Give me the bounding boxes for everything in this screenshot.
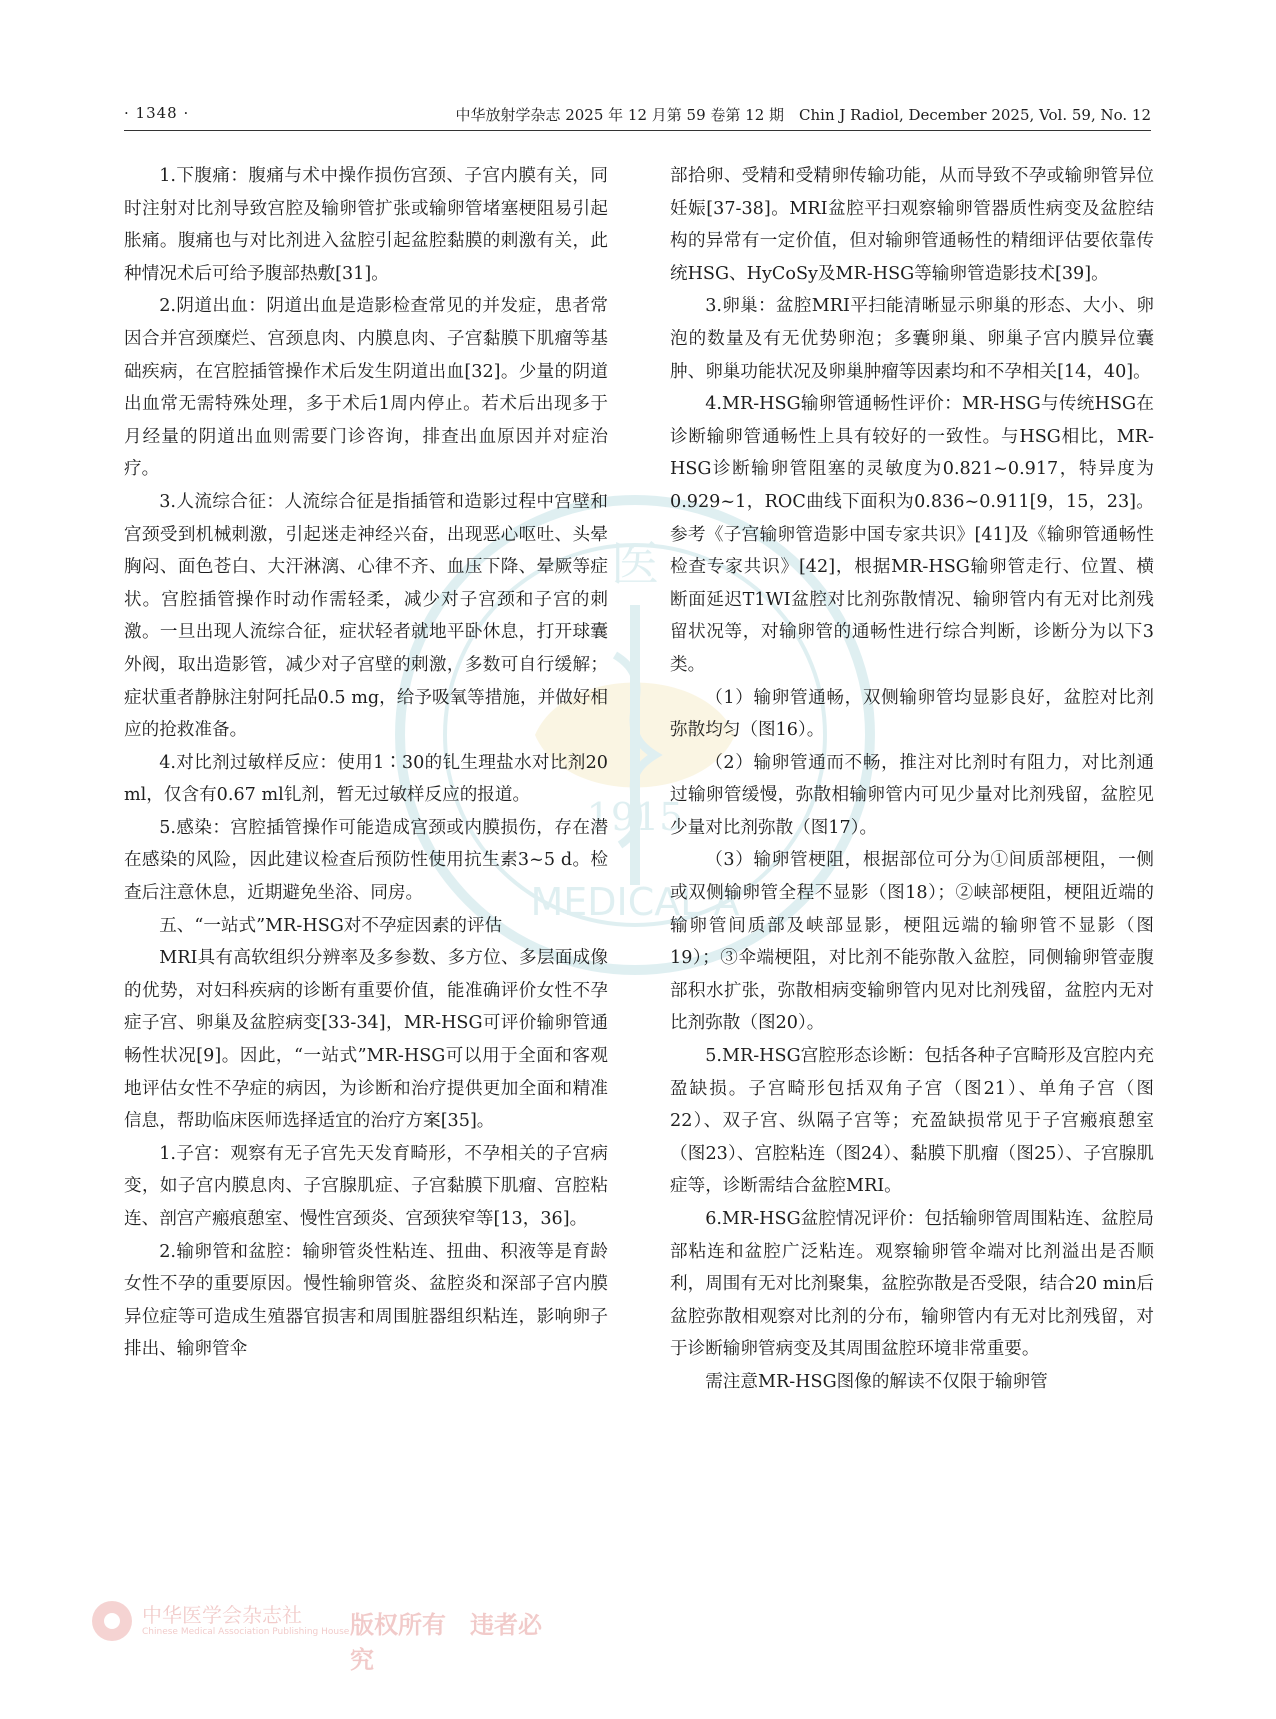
paragraph: 5.MR-HSG宫腔形态诊断：包括各种子宫畸形及宫腔内充盈缺损。子宫畸形包括双角子宫（图21）、单角子宫（图22）、双子宫、纵隔子宫等；充盈缺损常见于子宫瘢痕憩室（图23）、宫腔粘连（图24）、黏膜下肌瘤（图25）、子宫腺肌症等，诊断需结合盆腔MRI。	[670, 1046, 1154, 1197]
publisher-name-cn: 中华医学会杂志社	[142, 1603, 302, 1627]
paragraph: 部拾卵、受精和受精卵传输功能，从而导致不孕或输卵管异位妊娠[37-38]。MRI盆腔平扫观察输卵管器质性病变及盆腔结构的异常有一定价值，但对输卵管通畅性的精细评估要依靠传统HSG、HyCoSy及MR-HSG等输卵管造影技术[39]。	[670, 166, 1154, 284]
paragraph: 3.人流综合征：人流综合征是指插管和造影过程中宫壁和宫颈受到机械刺激，引起迷走神经兴奋，出现恶心呕吐、头晕胸闷、面色苍白、大汗淋漓、心律不齐、血压下降、晕厥等症状。宫腔插管操作时动作需轻柔，减少对子宫颈和子宫的刺激。一旦出现人流综合征，症状轻者就地平卧休息，打开球囊外阀，取出造影管，减少对子宫壁的刺激，多数可自行缓解；症状重者静脉注射阿托品0.5 mg，给予吸氧等措施，并做好相应的抢救准备。	[124, 491, 608, 741]
left-column	[124, 160, 608, 1366]
journal-citation: 中华放射学杂志 2025 年 12 月第 59 卷第 12 期 Chin J Radiol, December 2025, Vol. 59, No. 12	[455, 106, 1151, 124]
paragraph: （3）输卵管梗阻，根据部位可分为①间质部梗阻，一侧或双侧输卵管全程不显影（图18）；②峡部梗阻，梗阻近端的输卵管间质部及峡部显影，梗阻远端的输卵管不显影（图19）；③伞端梗阻，对比剂不能弥散入盆腔，同侧输卵管壶腹部积水扩张，弥散相病变输卵管内见对比剂残留，盆腔内无对比剂弥散（图20）。	[670, 850, 1154, 1034]
paragraph: MRI具有高软组织分辨率及多参数、多方位、多层面成像的优势，对妇科疾病的诊断有重要价值，能准确评价女性不孕症子宫、卵巢及盆腔病变[33-34]，MR-HSG可评价输卵管通畅性状况[9]。因此，“一站式”MR-HSG可以用于全面和客观地评估女性不孕症的病因，为诊断和治疗提供更加全面和精准信息，帮助临床医师选择适宜的治疗方案[35]。	[124, 948, 608, 1132]
right-column	[670, 160, 1154, 1399]
paragraph: 1.子宫：观察有无子宫先天发育畸形，不孕相关的子宫病变，如子宫内膜息肉、子宫腺肌症、子宫黏膜下肌瘤、宫腔粘连、剖宫产瘢痕憩室、慢性宫颈炎、宫颈狭窄等[13，36]。	[124, 1143, 608, 1229]
paragraph: 2.阴道出血：阴道出血是造影检查常见的并发症，患者常因合并宫颈糜烂、宫颈息肉、内膜息肉、子宫黏膜下肌瘤等基础疾病，在宫腔插管操作术后发生阴道出血[32]。少量的阴道出血常无需特殊处理，多于术后1周内停止。若术后出现多于月经量的阴道出血则需要门诊咨询，排查出血原因并对症治疗。	[124, 296, 608, 480]
seal-year: 1915	[586, 795, 684, 839]
paragraph: 3.卵巢：盆腔MRI平扫能清晰显示卵巢的形态、大小、卵泡的数量及有无优势卵泡；多囊卵巢、卵巢子宫内膜异位囊肿、卵巢功能状况及卵巢肿瘤等因素均和不孕相关[14，40]。	[670, 296, 1154, 382]
paragraph: 1.下腹痛：腹痛与术中操作损伤宫颈、子宫内膜有关，同时注射对比剂导致宫腔及输卵管扩张或输卵管堵塞梗阻易引起胀痛。腹痛也与对比剂进入盆腔引起盆腔黏膜的刺激有关，此种情况术后可给予腹部热敷[31]。	[124, 166, 608, 284]
paragraph: 6.MR-HSG盆腔情况评价：包括输卵管周围粘连、盆腔局部粘连和盆腔广泛粘连。观察输卵管伞端对比剂溢出是否顺利，周围有无对比剂聚集，盆腔弥散是否受限，结合20 min后盆腔弥散相观察对比剂的分布，输卵管内有无对比剂残留，对于诊断输卵管病变及其周围盆腔环境非常重要。	[670, 1209, 1154, 1360]
section-heading: 五、“一站式”MR-HSG对不孕症因素的评估	[159, 915, 503, 936]
publisher-watermark	[90, 1597, 550, 1674]
page-number: · 1348 ·	[124, 104, 190, 122]
paragraph: 4.MR-HSG输卵管通畅性评价：MR-HSG与传统HSG在诊断输卵管通畅性上具有较好的一致性。与HSG相比，MR-HSG诊断输卵管阻塞的灵敏度为0.821~0.917，特异度为0.929~1，ROC曲线下面积为0.836~0.911[9，15，23]。参考《子宫输卵管造影中国专家共识》[41]及《输卵管通畅性检查专家共识》[42]，根据MR-HSG输卵管走行、位置、横断面延迟T1WI盆腔对比剂弥散情况、输卵管内有无对比剂残留状况等，对输卵管的通畅性进行综合判断，诊断分为以下3类。	[670, 394, 1154, 675]
paragraph: 5.感染：宫腔插管操作可能造成宫颈或内膜损伤，存在潜在感染的风险，因此建议检查后预防性使用抗生素3~5 d。检查后注意休息，近期避免坐浴、同房。	[124, 817, 608, 904]
paragraph: 需注意MR-HSG图像的解读不仅限于输卵管	[705, 1371, 1048, 1392]
flower-logo-icon	[90, 1599, 134, 1643]
seal-center-text: 医	[610, 536, 660, 592]
publisher-name-en: Chinese Medical Association Publishing House	[142, 1627, 350, 1637]
paragraph: 2.输卵管和盆腔：输卵管炎性粘连、扭曲、积液等是育龄女性不孕的重要原因。慢性输卵管炎、盆腔炎和深部子宫内膜异位症等可造成生殖器官损害和周围脏器组织粘连，影响卵子排出、输卵管伞	[124, 1241, 608, 1360]
paragraph: （1）输卵管通畅，双侧输卵管均显影良好，盆腔对比剂弥散均匀（图16）。	[670, 687, 1154, 741]
copyright-notice: 版权所有 违者必究	[350, 1611, 542, 1674]
running-header	[124, 100, 1151, 131]
seal-arc-text: MEDICAL A	[530, 880, 740, 924]
paragraph: （2）输卵管通而不畅，推注对比剂时有阻力，对比剂通过输卵管缓慢，弥散相输卵管内可见少量对比剂残留，盆腔见少量对比剂弥散（图17）。	[670, 752, 1154, 838]
paragraph: 4.对比剂过敏样反应：使用1∶30的钆生理盐水对比剂20 ml，仅含有0.67 ml钆剂，暂无过敏样反应的报道。	[124, 752, 608, 806]
